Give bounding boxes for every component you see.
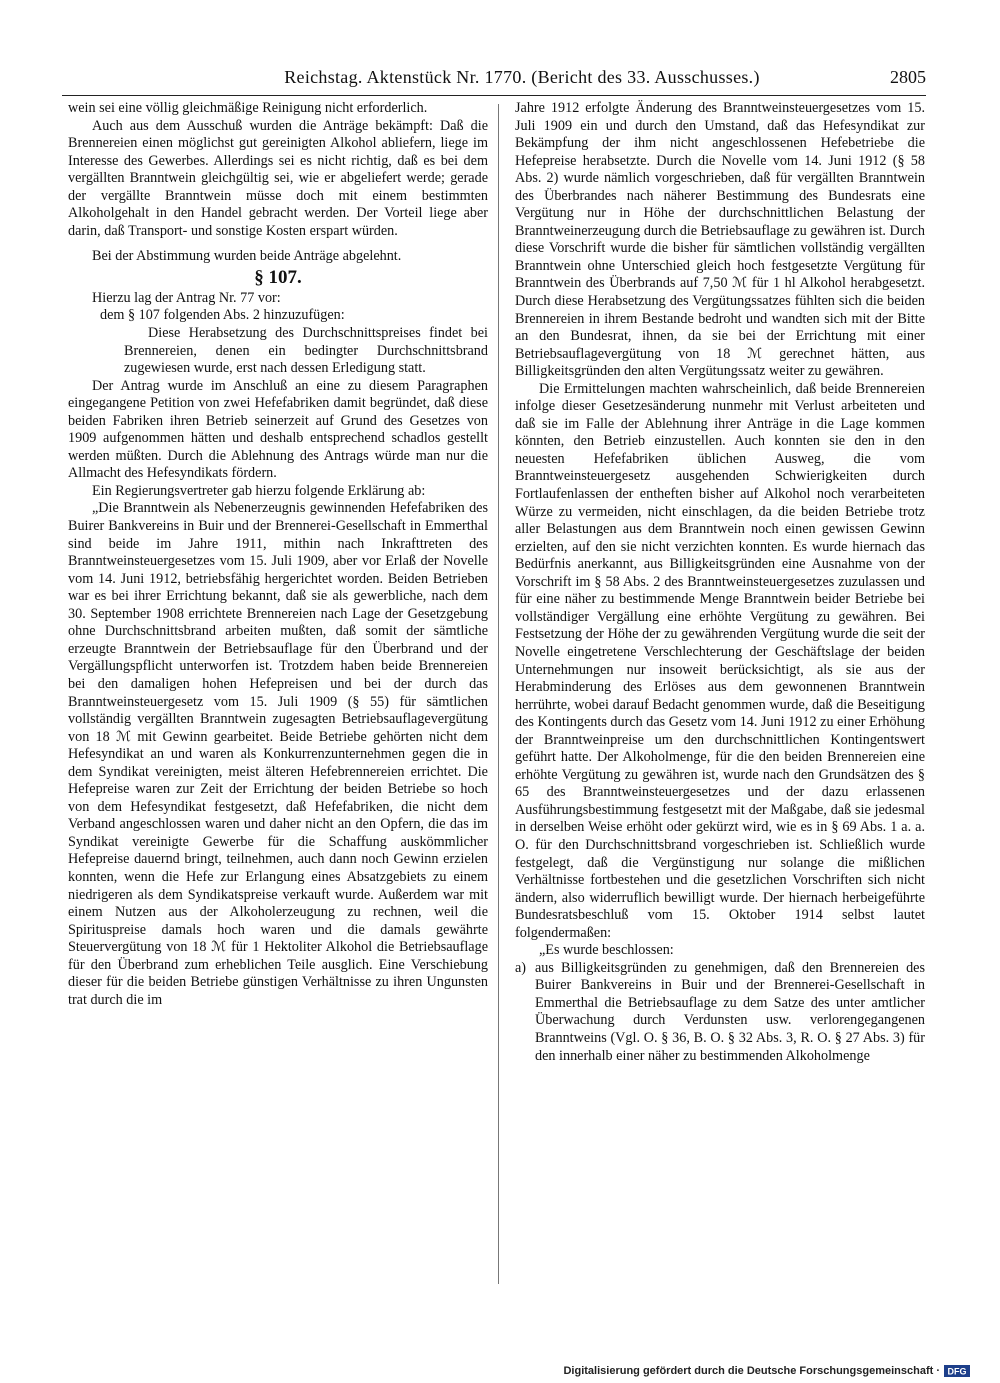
list-label: a) (515, 959, 527, 976)
page-header (62, 63, 926, 93)
dfg-logo-text: DFG (947, 1366, 967, 1377)
paragraph: Der Antrag wurde im Anschluß an eine zu diesem Paragraphen eingegangene Petition von zwei Hefefabriken damit begründet, daß diese beiden Fabriken ihren Betrieb seinerzeit auf Grund des Gesetzes von 1909 aufgenommen hätten und deshalb entsprechend schadlos gestellt werden müßten. Durch die Ablehnung des Antrags würde man nur die Allmacht des Hefesyndikats fördern. (68, 377, 488, 482)
paragraph: dem § 107 folgenden Abs. 2 hinzuzufügen: (100, 307, 345, 324)
motion-text: Diese Herabsetzung des Durchschnittspreises findet bei Brennereien, denen ein bedingter Durchschnittsbrand zugewiesen wurde, erst nach dessen Erledigung statt. (124, 325, 488, 377)
paragraph: Bei der Abstimmung wurden beide Anträge abgelehnt. (92, 248, 402, 265)
section-heading: § 107. (254, 266, 302, 288)
footer-text: Digitalisierung gefördert durch die Deutsche Forschungsgemeinschaft · (563, 1365, 940, 1377)
paragraph: Hierzu lag der Antrag Nr. 77 vor: (92, 289, 281, 306)
paragraph: wein sei eine völlig gleichmäßige Reinigung nicht erforderlich. (68, 100, 428, 116)
list-item (515, 960, 925, 1065)
running-head: Reichstag. Aktenstück Nr. 1770. (Bericht des 33. Ausschusses.) (284, 67, 760, 87)
quoted-declaration: „Die Branntwein als Nebenerzeugnis gewinnenden Hefefabriken des Buirer Bankvereins in Buir und der Brennerei-Gesellschaft in Emmerthal sind beide im Jahre 1911, mithin nach Inkrafttreten des Branntweinsteuergesetzes vom 15. Juli 1909, aber vor Erlaß der Novelle vom 14. Juni 1912, betriebsfähig hergerichtet worden. Beiden Betrieben war es bei ihrer Errichtung bekannt, daß sie als gewerbliche, nach dem 30. September 1908 errichtete Brennereien nach Lage der Gesetzgebung ohne Durchschnittsbrand arbeiten mußten, daß somit der sämtliche erzeugte Branntwein der Betriebsauflage für den Überbrand und der Vergällungspflicht unterworfen ist. Trotzdem haben beide Brennereien bei den damaligen hohen Hefepreisen und bei der durch das Branntweinsteuergesetz vom 15. Juli 1909 (§ 55) für sämtlichen vollständig vergällten Branntwein zugesagten Betriebsauflagevergütung von 18 ℳ mit Gewinn gearbeitet. Beide Betriebe gehörten nicht dem Hefesyndikat an und waren als Konkurrenzunternehmen gegen die in dem Syndikat vereinigten, meist älteren Hefebrennereien errichtet. Die Hefepreise waren zur Zeit der Errichtung der beiden Betriebe so hoch von dem Hefesyndikat festgesetzt, daß Hefefabriken, die nicht dem Verband angeschlossen waren und daher nicht an den Opfern, die das im Syndikat vereinigte Gewerbe für die Schaffung auskömmlicher Hefepreise dauernd bringt, teilnehmen, auch dann noch Gewinn erzielen konnten, wenn die Hefe zur Erlangung eines Absatzgebiets zu einem niedrigeren als dem Syndikatspreise verkauft wurde. Außerdem war mit einem Nutzen aus der Alkoholerzeugung zu rechnen, weil die Spirituspreise damals hoch waren und die damals gewährte Steuervergütung von 18 ℳ für 1 Hektoliter Alkohol die Betriebsauflage für den Überbrand zum erheblichen Teile ausglich. Eine Verschiebung dieser für die beiden Betriebe günstigen Verhältnisse zu ihren Ungunsten trat durch die im (68, 500, 488, 1008)
left-column (68, 100, 488, 1009)
footer-credit (563, 1365, 970, 1377)
page-number: 2805 (890, 67, 926, 87)
dfg-logo-icon (944, 1365, 970, 1377)
header-rule (62, 95, 926, 96)
paragraph: Die Ermittelungen machten wahrscheinlich, daß beide Brennereien infolge dieser Gesetzesänderung nunmehr mit Verlust arbeiteten und daß sie im Falle der Ablehnung ihrer Anträge in die Lage kommen könnten, den Betrieb einzustellen. Auch konnten sie den in den neuesten Hefefabriken üblichen Ausweg, die vom Branntweinsteuergesetz ausgehenden Schwierigkeiten durch Fortlaufenlassen der entheften bisher auf Alkohol noch verarbeiteten Würze zu vermeiden, nicht einschlagen, da die beiden Betriebe trotz aller Belastungen aus dem Branntwein noch einen gewissen Gewinn erzielten, auf den sie nicht verzichten konnten. Es wurde hiernach das Bedürfnis anerkannt, aus Billigkeitsgründen eine Ausnahme von der Vorschrift im § 58 Abs. 2 des Branntweinsteuergesetzes zuzulassen und für eine näher zu bestimmende Menge Branntwein beider Betriebe bei vollständiger Vergällung eine erhöhte Vergütung zu gewähren. Bei Festsetzung der Höhe der zu gewährenden Vergütung wurde die seit der Novelle eingetretene Verschlechterung der Geschäftslage der beiden Unternehmungen nur insoweit berücksichtigt, als sie aus der Herabminderung des Erlöses aus dem gewonnenen Branntwein herrührte, wobei darauf Bedacht genommen wurde, daß die Beseitigung des Kontingents durch das Gesetz vom 14. Juni 1912 zu einer Erhöhung der Branntweinpreise um den durchschnittlichen Kontingentswert geführt hatte. Der Alkoholmenge, für die den beiden Brennereien eine erhöhte Vergütung zu gewähren ist, wurde nach den Grundsätzen des § 65 des Branntweinsteuergesetzes und der dazu erlassenen Ausführungsbestimmung festgesetzt mit der Maßgabe, daß sie jedesmal in derselben Weise erhöht oder gekürzt wird, wie es in § 69 Abs. 1 a. a. O. für den Durchschnittsbrand vorgeschrieben ist. Schließlich wurde festgelegt, daß die Vergünstigung nur solange die mißlichen Verhältnisse fortbestehen und die gesetzlichen Vorschriften sich nicht ändern, also widerruflich bewilligt wurde. Der hiernach herbeigeführte Bundesratsbeschluß vom 15. Oktober 1914 selbst lautet folgendermaßen: (515, 380, 925, 941)
paragraph: „Es wurde beschlossen: (539, 942, 674, 959)
column-separator (498, 104, 499, 1284)
paragraph: Ein Regierungsvertreter gab hierzu folgende Erklärung ab: (92, 482, 426, 499)
list-text: aus Billigkeitsgründen zu genehmigen, daß den Brennereien des Buirer Bankvereins in Buir und der Brennerei-Gesellschaft in Emmerthal die Betriebsauflage zu dem Satze des unter amtlicher Überwachung durch Verdunsten usw. verlorengegangenen Branntweins (Vgl. O. § 36, B. O. § 32 Abs. 3, R. O. § 27 Abs. 3) für den innerhalb einer näher zu bestimmenden Alkoholmenge (535, 959, 925, 1064)
paragraph: Jahre 1912 erfolgte Änderung des Branntweinsteuergesetzes vom 15. Juli 1909 ein und durch den Umstand, daß das Hefesyndikat zur Bekämpfung der ihm nicht angeschlossenen Hefebetriebe die Hefepreise herabsetzte. Durch die Novelle vom 14. Juni 1912 (§ 58 Abs. 2) wurde nämlich vorgeschrieben, daß für vergällten Branntwein des Überbrandes nach näherer Bestimmung des Bundesrats eine Vergütung nur in Höhe der durchschnittlichen Belastung der Branntweinerzeugung durch die Betriebsauflage zu gewähren ist. Durch diese Vorschrift wurde die bisher für sämtlichen vollständig vergällten Branntwein ohne Unterschied gleich hoch festgesetzte Vergütung für Branntwein des Überbrands auf 7,50 ℳ für 1 hl Alkohol herabgesetzt. Durch diese Herabsetzung des Vergütungssatzes fühlten sich die beiden Brennereien in ihrem Bestande bedroht und wandten sich mit der Bitte an den Bundesrat, ihnen, da sie bei der Errichtung mit einer Betriebsauflagevergütung von 18 ℳ gerechnet hätten, aus Billigkeitsgründen den alten Vergütungssatz weiter zu gewähren. (515, 100, 925, 380)
paragraph: Auch aus dem Ausschuß wurden die Anträge bekämpft: Daß die Brennereien einen möglichst gut gereinigten Alkohol abliefern, liege im Interesse des Gewerbes. Allerdings sei es nicht richtig, daß es bei dem vergällten Branntwein gleichgültig sei, wie er abgeliefert werde; gerade der vergällte Branntwein müsse doch mit einem bestimmten Alkoholgehalt in den Handel gebracht werden. Der Vorteil liege aber darin, daß Transport- und sonstige Kosten erspart würden. (68, 117, 488, 239)
right-column (515, 100, 925, 1065)
